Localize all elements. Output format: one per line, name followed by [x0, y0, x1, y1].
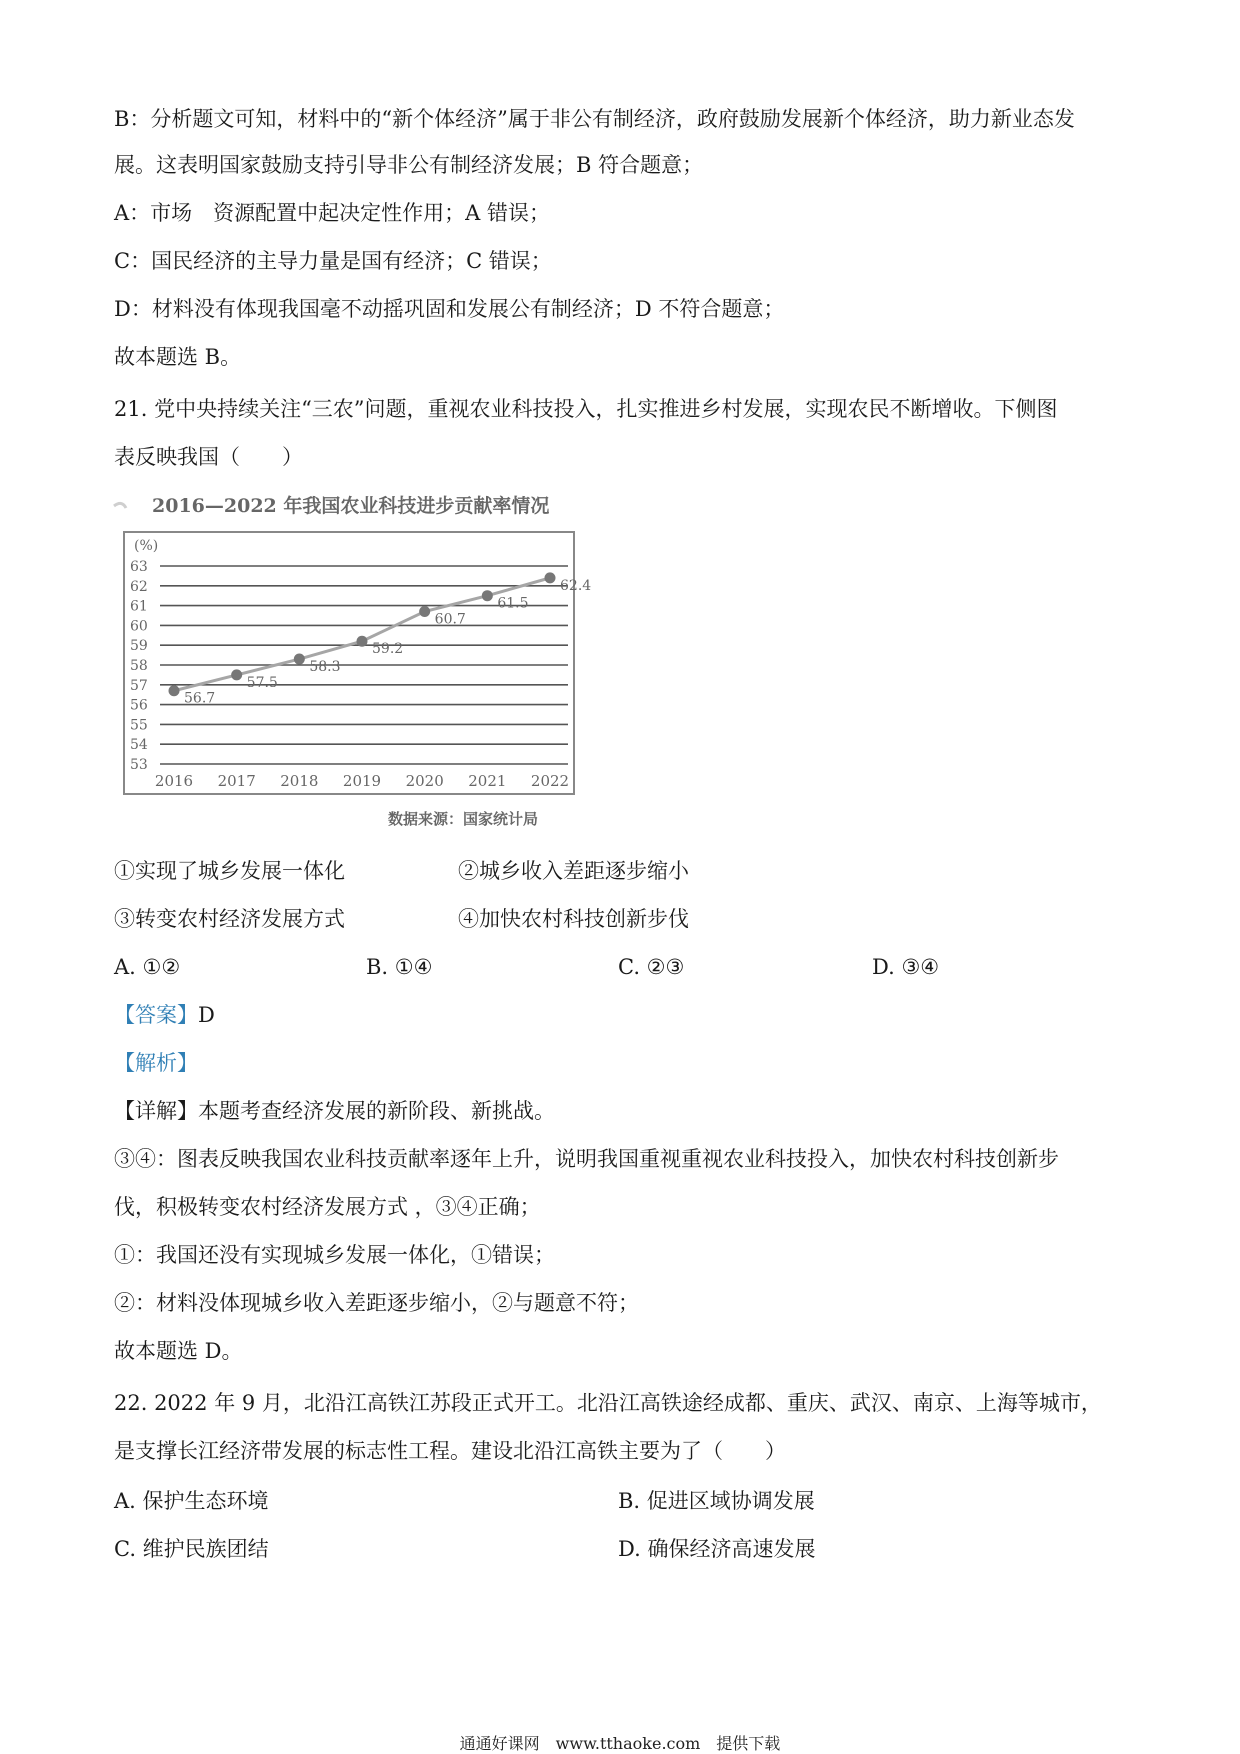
x-tick-label: 2019: [342, 772, 382, 790]
x-tick-label: 2020: [405, 772, 444, 790]
x-tick-label: 2018: [280, 772, 319, 790]
data-point: [357, 636, 368, 647]
q21-analysis-heading: [114, 1048, 198, 1078]
q21-answer: [114, 1000, 215, 1030]
y-axis-unit: (%): [134, 538, 159, 554]
data-label: 62.4: [560, 577, 592, 594]
y-tick-label: 63: [130, 559, 148, 575]
detail-text: 本题考查经济发展的新阶段、新挑战。: [198, 1099, 555, 1123]
data-point: [545, 572, 556, 583]
y-tick-label: 60: [130, 618, 148, 635]
data-label: 56.7: [184, 690, 216, 707]
q21-statement-3: ③转变农村经济发展方式: [114, 907, 345, 931]
q22-option-d: D. 确保经济高速发展: [618, 1537, 816, 1561]
chart-source: 数据来源：国家统计局: [388, 810, 539, 828]
prev-conclusion: 故本题选 B。: [114, 345, 242, 369]
y-tick-label: 53: [130, 757, 148, 773]
data-label: 59.2: [372, 641, 404, 658]
q21-statement-1: ①实现了城乡发展一体化: [114, 859, 345, 883]
analysis-label: 【解析】: [114, 1051, 198, 1075]
q22-stem-line2: 是支撑长江经济带发展的标志性工程。建设北沿江高铁主要为了（ ）: [114, 1439, 786, 1463]
data-label: 61.5: [497, 595, 529, 612]
q21-option-c: C. ②③: [618, 955, 685, 979]
y-tick-label: 58: [130, 658, 148, 674]
q21-explanation-3: ②：材料没体现城乡收入差距逐步缩小，②与题意不符；: [114, 1291, 639, 1315]
q22-option-c: C. 维护民族团结: [114, 1537, 269, 1561]
data-point: [169, 685, 180, 696]
data-point: [294, 654, 305, 665]
page-footer: 通通好课网 www.tthaoke.com 提供下载: [459, 1734, 781, 1753]
prev-explanation-b-line1: B：分析题文可知，材料中的“新个体经济”属于非公有制经济，政府鼓励发展新个体经济，助力新业态发: [114, 107, 1075, 131]
data-point: [482, 590, 493, 601]
q21-explanation-1-line2: 伐，积极转变农村经济发展方式 ，③④正确；: [114, 1195, 541, 1219]
detail-label: 【详解】: [114, 1099, 198, 1123]
data-label: 57.5: [246, 674, 278, 691]
x-tick-label: 2016: [154, 772, 194, 790]
q22-stem-line1: 22. 2022 年 9 月，北沿江高铁江苏段正式开工。北沿江高铁途经成都、重庆、武汉、南京、上海等城市，: [114, 1391, 1102, 1415]
x-tick-label: 2022: [530, 772, 570, 790]
data-point: [419, 606, 430, 617]
data-label: 60.7: [434, 611, 466, 628]
y-tick-label: 57: [130, 677, 148, 694]
y-tick-label: 55: [130, 717, 148, 734]
prev-explanation-d: D：材料没有体现我国毫不动摇巩固和发展公有制经济；D 不符合题意；: [114, 297, 785, 321]
q21-explanation-1-line1: ③④：图表反映我国农业科技贡献率逐年上升，说明我国重视重视农业科技投入，加快农村科技创新步: [114, 1147, 1059, 1171]
prev-explanation-c: C：国民经济的主导力量是国有经济；C 错误；: [114, 249, 552, 273]
q21-stem-line2: 表反映我国（ ）: [114, 445, 303, 469]
prev-explanation-b-line2: 展。这表明国家鼓励支持引导非公有制经济发展；B 符合题意；: [114, 153, 704, 177]
data-point: [231, 669, 242, 680]
series-line: [174, 578, 550, 691]
x-tick-label: 2021: [468, 772, 507, 790]
answer-value: D: [198, 1003, 215, 1027]
y-tick-label: 56: [130, 697, 148, 714]
chart-title-decoration: [114, 503, 126, 508]
q22-option-b: B. 促进区域协调发展: [618, 1489, 815, 1513]
q21-option-d: D. ③④: [872, 955, 940, 979]
x-tick-label: 2017: [217, 772, 256, 790]
q21-chart: [108, 494, 592, 834]
q21-option-a: A. ①②: [114, 955, 181, 979]
y-tick-label: 61: [130, 598, 148, 615]
q21-option-b: B. ①④: [366, 955, 433, 979]
q21-statement-4: ④加快农村科技创新步伐: [458, 907, 689, 931]
y-tick-label: 54: [130, 737, 148, 754]
q21-explanation-2: ①：我国还没有实现城乡发展一体化，①错误；: [114, 1243, 555, 1267]
q21-stem-line1: 21. 党中央持续关注“三农”问题，重视农业科技投入，扎实推进乡村发展，实现农民不断增收。下侧图: [114, 397, 1058, 421]
data-label: 58.3: [309, 659, 341, 676]
q22-option-a: A. 保护生态环境: [114, 1489, 269, 1513]
y-tick-label: 62: [130, 578, 148, 595]
q21-detail: [114, 1096, 555, 1126]
prev-explanation-a: A：市场 资源配置中起决定性作用；A 错误；: [114, 201, 551, 225]
q21-statement-2: ②城乡收入差距逐步缩小: [458, 859, 689, 883]
y-tick-label: 59: [130, 638, 148, 655]
chart-title: 2016—2022 年我国农业科技进步贡献率情况: [152, 495, 550, 517]
q21-conclusion: 故本题选 D。: [114, 1339, 243, 1363]
chart-frame: [124, 532, 574, 794]
answer-label: 【答案】: [114, 1003, 198, 1027]
